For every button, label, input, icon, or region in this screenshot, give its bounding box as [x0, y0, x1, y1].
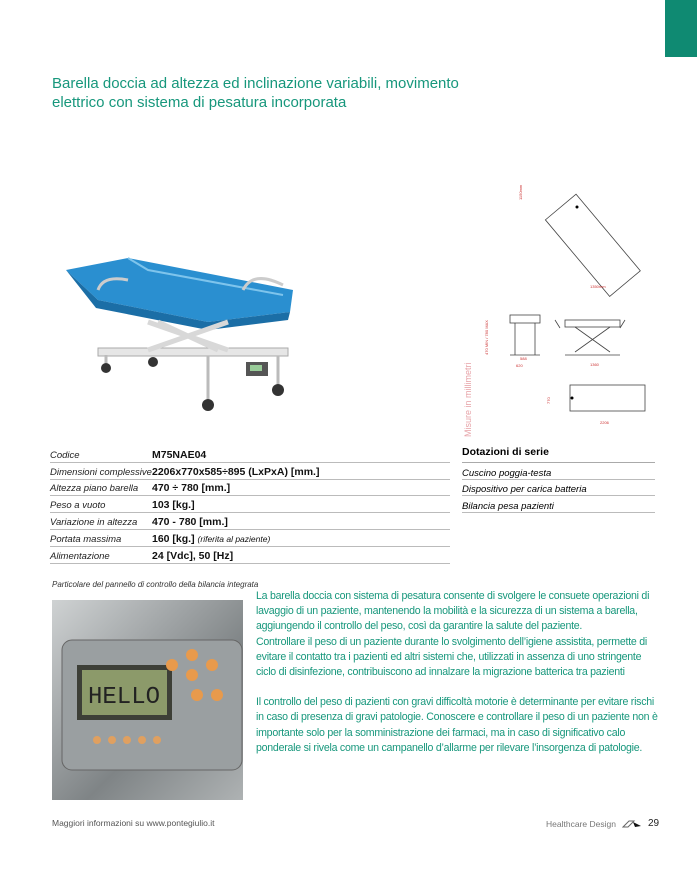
equipment-item: Bilancia pesa pazienti — [462, 496, 655, 513]
standard-equipment — [462, 446, 655, 513]
dim-label: 1150mm — [518, 184, 523, 200]
paragraph: Controllare il peso di un paziente durante lo svolgimento dell’igiene assistita, permette di evitare il contatto tra i pazienti ed altri sistemi che, utilizzati in assenza di uno stringente ciclo di disinfezione, contribuiscono ad innalzare la migrazione batterica tra pazienti — [256, 635, 647, 679]
footer-right — [546, 818, 659, 829]
technical-drawings — [460, 160, 680, 440]
dim-label: 1360 — [590, 362, 599, 367]
dim-label: 2206 — [600, 420, 609, 425]
spec-row: Codice M75NAE04 — [50, 446, 450, 463]
dim-label: 470 MIN / 780 MAX — [484, 320, 489, 355]
section-name: Healthcare Design — [546, 818, 616, 829]
equipment-title: Dotazioni di serie — [462, 446, 655, 463]
brand-logo-icon — [622, 819, 642, 828]
spec-table — [50, 446, 450, 564]
spec-row: Dimensioni complessive 2206x770x585÷895 (LxPxA) [mm.] — [50, 463, 450, 480]
spec-row: Altezza piano barella 470 ÷ 780 [mm.] — [50, 480, 450, 497]
photo-caption: Particolare del pannello di controllo della bilancia integrata — [52, 580, 259, 589]
spec-row: Portata massima 160 [kg.] (riferita al paziente) — [50, 530, 450, 547]
spec-row: Alimentazione 24 [Vdc], 50 [Hz] — [50, 547, 450, 564]
paragraph: Il controllo del peso di pazienti con gravi difficoltà motorie è determinante per evitare rischi in caso di presenza di gravi patologie. Conoscere e controllare il peso di un paziente non è importante solo per la somministrazione dei farmaci, ma in caso di significativo calo ponderale si rivela come un campanello d’allarme per rilevare l’insorgenza di patologie. — [256, 696, 658, 754]
display-text: HELLO — [87, 684, 161, 711]
dim-label: 588 — [520, 356, 527, 361]
control-panel-photo — [52, 600, 243, 800]
page-title: Barella doccia ad altezza ed inclinazione variabili, movimento elettrico con sistema di pesatura incorporata — [52, 75, 459, 111]
spec-row: Variazione in altezza 470 - 780 [mm.] — [50, 513, 450, 530]
shower-trolley-photo — [58, 250, 308, 420]
equipment-item: Cuscino poggia-testa — [462, 463, 655, 480]
paragraph: La barella doccia con sistema di pesatura consente di svolgere le consuete operazioni di lavaggio di un paziente, mantenendo la mobilità e la sicurezza di un sistema a barella, aggiungendo il controllo del peso, così da garantire la salute del paziente. — [256, 590, 650, 633]
dim-label: 620 — [516, 363, 523, 368]
page-number: 29 — [647, 818, 660, 829]
dim-label: 770 — [546, 397, 551, 404]
description — [256, 589, 661, 756]
section-tab — [665, 0, 697, 57]
footer-website: Maggiori informazioni su www.pontegiulio.it — [52, 818, 215, 828]
dim-label: 1350mm — [590, 284, 606, 289]
equipment-item: Dispositivo per carica batteria — [462, 480, 655, 497]
spec-row: Peso a vuoto 103 [kg.] — [50, 496, 450, 513]
measure-note: Misure in millimetri — [463, 362, 473, 437]
